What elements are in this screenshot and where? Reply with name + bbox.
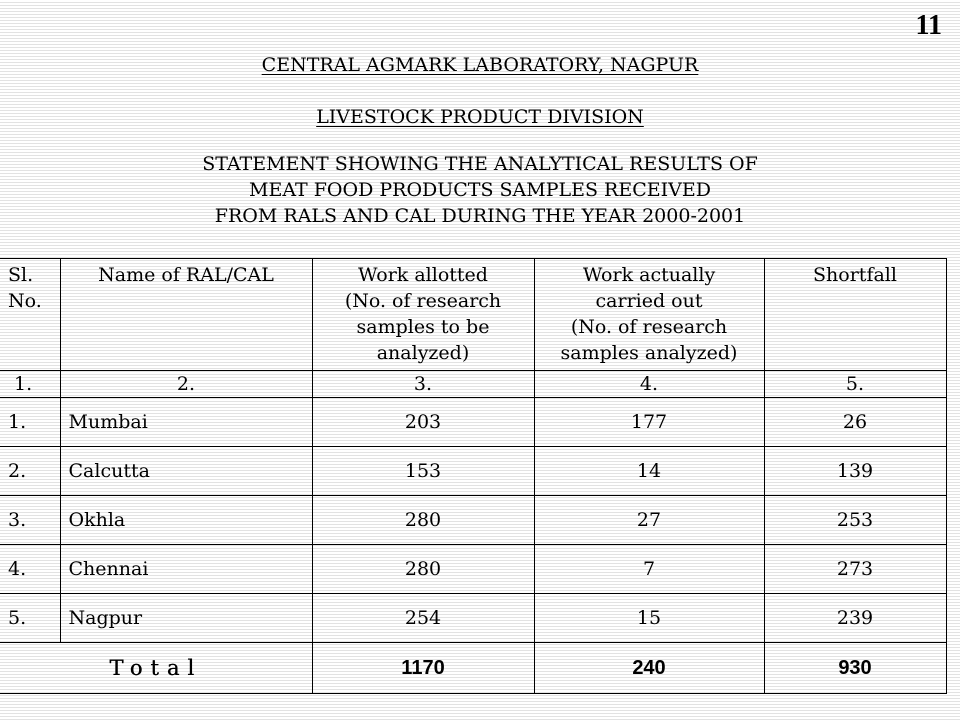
header-shortfall: Shortfall bbox=[764, 259, 946, 371]
header-work-allotted: Work allotted (No. of research samples to be analyzed) bbox=[312, 259, 534, 371]
cell-allotted: 280 bbox=[312, 545, 534, 594]
table-row bbox=[0, 496, 946, 545]
total-shortfall: 930 bbox=[764, 643, 946, 694]
header-sl-no: Sl. No. bbox=[0, 259, 60, 371]
organization-title: CENTRAL AGMARK LABORATORY, NAGPUR bbox=[261, 54, 699, 76]
cell-carried-out: 14 bbox=[534, 447, 764, 496]
cell-sl: 4. bbox=[0, 545, 60, 594]
cell-carried-out: 7 bbox=[534, 545, 764, 594]
column-number-row bbox=[0, 371, 946, 398]
cell-shortfall: 253 bbox=[764, 496, 946, 545]
column-number: 2. bbox=[60, 371, 312, 398]
cell-allotted: 203 bbox=[312, 398, 534, 447]
table-header-row bbox=[0, 259, 946, 371]
statement-line-1: STATEMENT SHOWING THE ANALYTICAL RESULTS OF bbox=[202, 153, 758, 175]
column-number: 4. bbox=[534, 371, 764, 398]
statement-line-2: MEAT FOOD PRODUCTS SAMPLES RECEIVED bbox=[249, 179, 711, 201]
statement-line-3: FROM RALS AND CAL DURING THE YEAR 2000-2001 bbox=[214, 205, 746, 227]
total-allotted: 1170 bbox=[312, 643, 534, 694]
column-number: 5. bbox=[764, 371, 946, 398]
cell-sl: 5. bbox=[0, 594, 60, 643]
cell-name: Mumbai bbox=[60, 398, 312, 447]
division-title: LIVESTOCK PRODUCT DIVISION bbox=[316, 106, 644, 128]
cell-shortfall: 139 bbox=[764, 447, 946, 496]
header-name: Name of RAL/CAL bbox=[60, 259, 312, 371]
cell-carried-out: 15 bbox=[534, 594, 764, 643]
table-row bbox=[0, 545, 946, 594]
cell-carried-out: 177 bbox=[534, 398, 764, 447]
cell-allotted: 153 bbox=[312, 447, 534, 496]
document-header bbox=[0, 52, 960, 229]
cell-name: Okhla bbox=[60, 496, 312, 545]
column-number: 3. bbox=[312, 371, 534, 398]
cell-sl: 3. bbox=[0, 496, 60, 545]
cell-sl: 2. bbox=[0, 447, 60, 496]
cell-shortfall: 273 bbox=[764, 545, 946, 594]
table-row bbox=[0, 398, 946, 447]
total-row bbox=[0, 643, 946, 694]
total-carried-out: 240 bbox=[534, 643, 764, 694]
cell-name: Nagpur bbox=[60, 594, 312, 643]
total-label: Total bbox=[0, 643, 312, 694]
results-table bbox=[0, 258, 947, 694]
cell-allotted: 254 bbox=[312, 594, 534, 643]
cell-shortfall: 239 bbox=[764, 594, 946, 643]
cell-name: Chennai bbox=[60, 545, 312, 594]
cell-sl: 1. bbox=[0, 398, 60, 447]
column-number: 1. bbox=[0, 371, 60, 398]
header-work-carried-out: Work actually carried out (No. of research samples analyzed) bbox=[534, 259, 764, 371]
cell-shortfall: 26 bbox=[764, 398, 946, 447]
cell-carried-out: 27 bbox=[534, 496, 764, 545]
page-number: 11 bbox=[915, 10, 942, 41]
table-row bbox=[0, 594, 946, 643]
cell-allotted: 280 bbox=[312, 496, 534, 545]
cell-name: Calcutta bbox=[60, 447, 312, 496]
table-row bbox=[0, 447, 946, 496]
